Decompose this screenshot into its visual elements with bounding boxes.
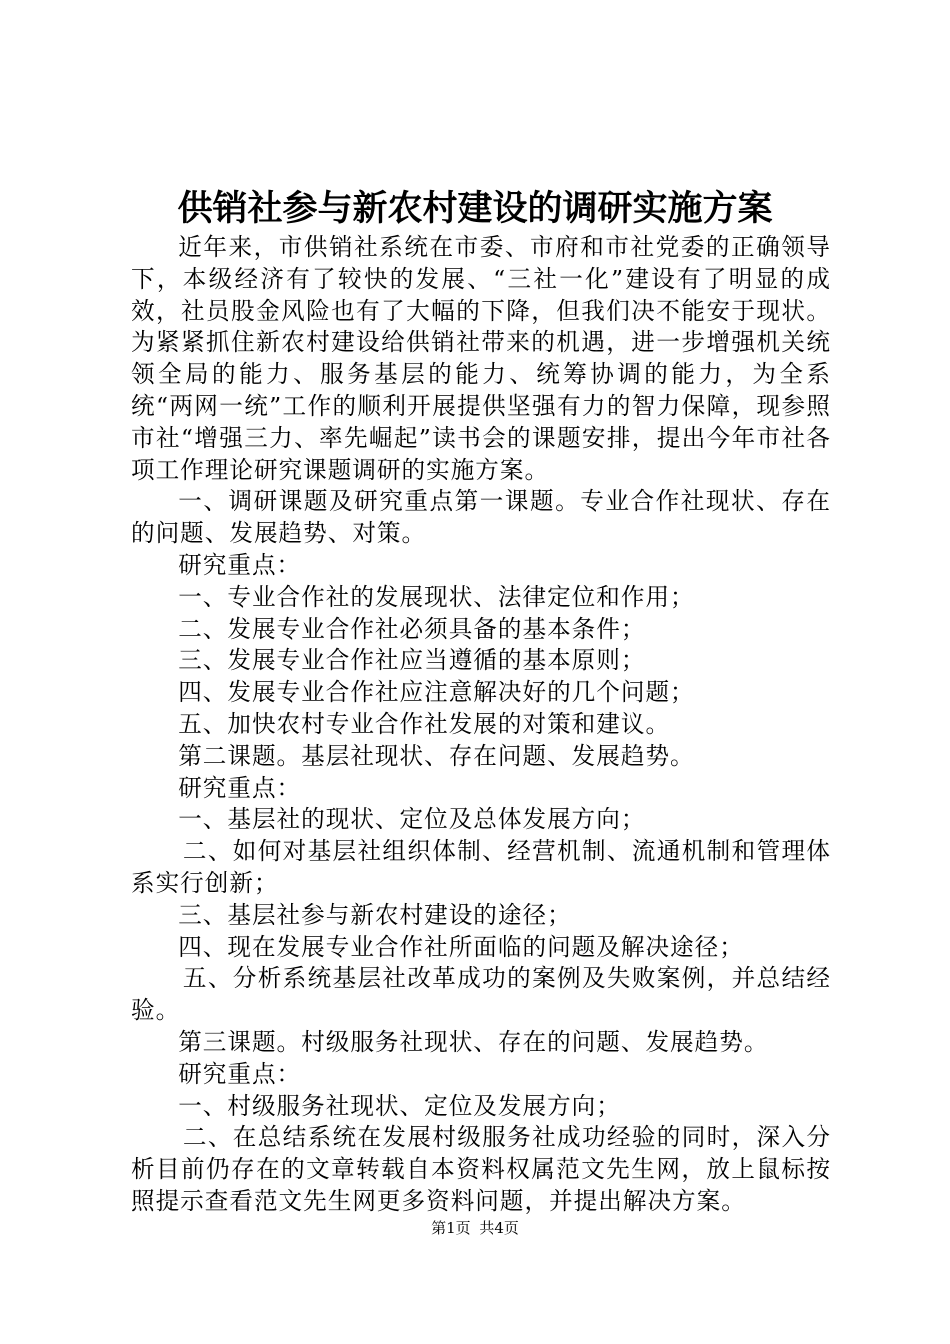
paragraph-item: 四、现在发展专业合作社所面临的问题及解决途径； — [178, 932, 744, 961]
paragraph-item: 四、发展专业合作社应注意解决好的几个问题； — [178, 678, 695, 707]
paragraph-item: 一、专业合作社的发展现状、法律定位和作用； — [178, 582, 695, 611]
paragraph-topic-3: 第三课题。村级服务社现状、存在的问题、发展趋势。 — [178, 1027, 769, 1056]
paragraph-item: 五、加快农村专业合作社发展的对策和建议。 — [178, 709, 671, 738]
paragraph-focus-heading: 研究重点： — [178, 773, 302, 802]
paragraph-topic-2: 第二课题。基层社现状、存在问题、发展趋势。 — [178, 741, 695, 770]
paragraph-item: 三、发展专业合作社应当遵循的基本原则； — [178, 646, 646, 675]
paragraph-topic-1: 一、调研课题及研究重点第一课题。专业合作社现状、存在的问题、发展趋势、对策。 — [131, 487, 831, 548]
paragraph-intro: 近年来，市供销社系统在市委、市府和市社党委的正确领导下，本级经济有了较快的发展、“三社一化”建设有了明显的成效，社员股金风险也有了大幅的下降，但我们决不能安于现状。为紧紧抓住新农村建设给供销社带来的机遇，进一步增强机关统领全局的能力、服务基层的能力、统筹协调的能力，为全系统“两网一统”工作的顺利开展提供坚强有力的智力保障，现参照市社“增强三力、率先崛起”读书会的课题安排，提出今年市社各项工作理论研究课题调研的实施方案。 — [131, 233, 831, 484]
document-body — [131, 232, 831, 1218]
page-number-current: 第1页 — [431, 1219, 471, 1237]
page-footer — [0, 1218, 950, 1238]
paragraph-item: 三、基层社参与新农村建设的途径； — [178, 900, 572, 929]
document-title: 供销社参与新农村建设的调研实施方案 — [177, 189, 773, 229]
paragraph-item: 一、村级服务社现状、定位及发展方向； — [178, 1091, 621, 1120]
paragraph-focus-heading: 研究重点： — [178, 1059, 302, 1088]
paragraph-item: 二、发展专业合作社必须具备的基本条件； — [178, 614, 646, 643]
paragraph-focus-heading: 研究重点： — [178, 550, 302, 579]
paragraph-item: 二、如何对基层社组织体制、经营机制、流通机制和管理体系实行创新； — [131, 837, 831, 897]
paragraph-item: 一、基层社的现状、定位及总体发展方向； — [178, 805, 646, 834]
paragraph-item: 五、分析系统基层社改革成功的案例及失败案例，并总结经验。 — [131, 964, 831, 1025]
paragraph-item: 二、在总结系统在发展村级服务社成功经验的同时，深入分析目前仍存在的文章转载自本资料权属范文先生网，放上鼠标按照提示查看范文先生网更多资料问题，并提出解决方案。 — [131, 1123, 831, 1215]
page-number-total: 共4页 — [479, 1219, 519, 1237]
